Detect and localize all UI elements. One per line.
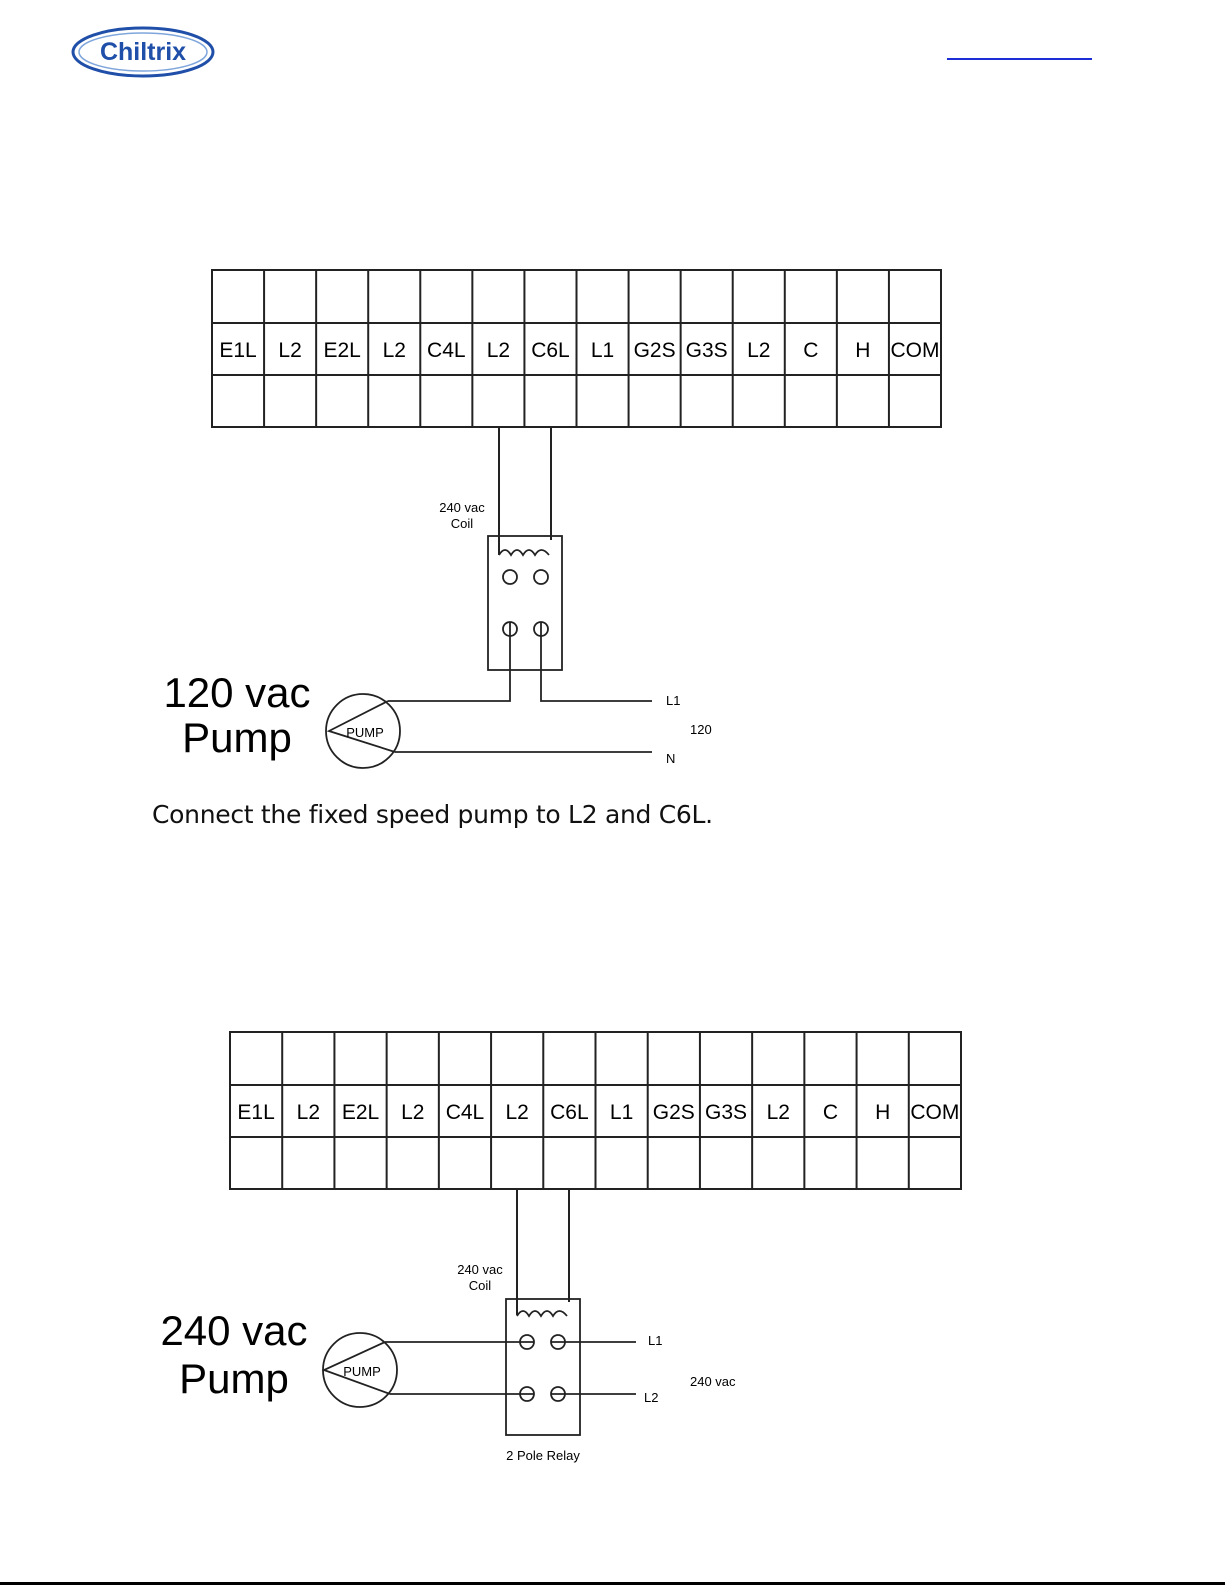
terminal-label: L2 bbox=[278, 339, 302, 362]
diagram1-pump-label-1: 120 vac bbox=[163, 669, 311, 716]
diagram2-coil-label-2: Coil bbox=[468, 1278, 492, 1293]
terminal-label: C bbox=[822, 1101, 839, 1124]
terminal-label: L2 bbox=[747, 339, 771, 362]
diagram1-line-l1: L1 bbox=[666, 693, 681, 708]
logo-text: Chiltrix bbox=[99, 38, 187, 66]
terminal-label: E1L bbox=[219, 339, 257, 362]
terminal-label: L2 bbox=[766, 1101, 790, 1124]
terminal-label: H bbox=[855, 339, 871, 362]
diagram1-line-n: N bbox=[666, 751, 676, 766]
terminal-label: L2 bbox=[382, 339, 406, 362]
terminal-label: C bbox=[803, 339, 819, 362]
diagram2-relay bbox=[385, 1299, 636, 1435]
terminal-label: G3S bbox=[685, 339, 728, 362]
terminal-label: L2 bbox=[296, 1101, 321, 1124]
diagram2-coil-wires bbox=[517, 1189, 569, 1315]
diagram2-pump-label-2: Pump bbox=[179, 1355, 289, 1402]
diagram1-coil-label-1: 240 vac bbox=[439, 500, 485, 515]
caption: Connect the fixed speed pump to L2 and C6L. bbox=[152, 800, 713, 829]
diagram2-relay-label: 2 Pole Relay bbox=[506, 1448, 580, 1463]
diagram2-pump-label-1: 240 vac bbox=[160, 1307, 308, 1354]
diagram1-relay bbox=[388, 536, 652, 752]
terminal-label: E2L bbox=[341, 1101, 380, 1124]
terminal-label: C6L bbox=[550, 1101, 589, 1124]
terminal-label: G2S bbox=[652, 1101, 695, 1124]
diagram1-pump-symbol-text: PUMP bbox=[346, 725, 384, 740]
diagram1-terminal-strip bbox=[212, 270, 941, 427]
terminal-label: COM bbox=[890, 339, 940, 362]
terminal-label: L1 bbox=[609, 1101, 634, 1124]
terminal-label: L2 bbox=[486, 339, 511, 362]
diagram2-coil-label-1: 240 vac bbox=[457, 1262, 503, 1277]
terminal-label: L2 bbox=[505, 1101, 529, 1124]
diagram1-voltage-label: 120 bbox=[690, 722, 712, 737]
terminal-label: G3S bbox=[705, 1101, 748, 1124]
terminal-label: C4L bbox=[427, 339, 466, 362]
diagram2-line-l2: L2 bbox=[644, 1390, 659, 1405]
terminal-label: H bbox=[875, 1101, 891, 1124]
terminal-label: G2S bbox=[633, 339, 676, 362]
diagram2-terminal-labels bbox=[237, 1101, 959, 1124]
terminal-label: C6L bbox=[531, 339, 570, 362]
terminal-label: L1 bbox=[590, 339, 615, 362]
diagram1-coil-label-2: Coil bbox=[450, 516, 474, 531]
diagram2-line-l1: L1 bbox=[648, 1333, 663, 1348]
terminal-label: L2 bbox=[401, 1101, 425, 1124]
diagram1-terminal-labels bbox=[219, 339, 939, 362]
terminal-label: C4L bbox=[445, 1101, 485, 1124]
diagram2-voltage-label: 240 vac bbox=[690, 1374, 736, 1389]
diagram2-terminal-strip bbox=[230, 1032, 961, 1189]
terminal-label: E1L bbox=[237, 1101, 275, 1124]
terminal-label: COM bbox=[910, 1101, 960, 1124]
diagram2-pump-symbol-text: PUMP bbox=[343, 1364, 381, 1379]
terminal-label: E2L bbox=[323, 339, 361, 362]
diagram1-pump-label-2: Pump bbox=[182, 714, 292, 761]
